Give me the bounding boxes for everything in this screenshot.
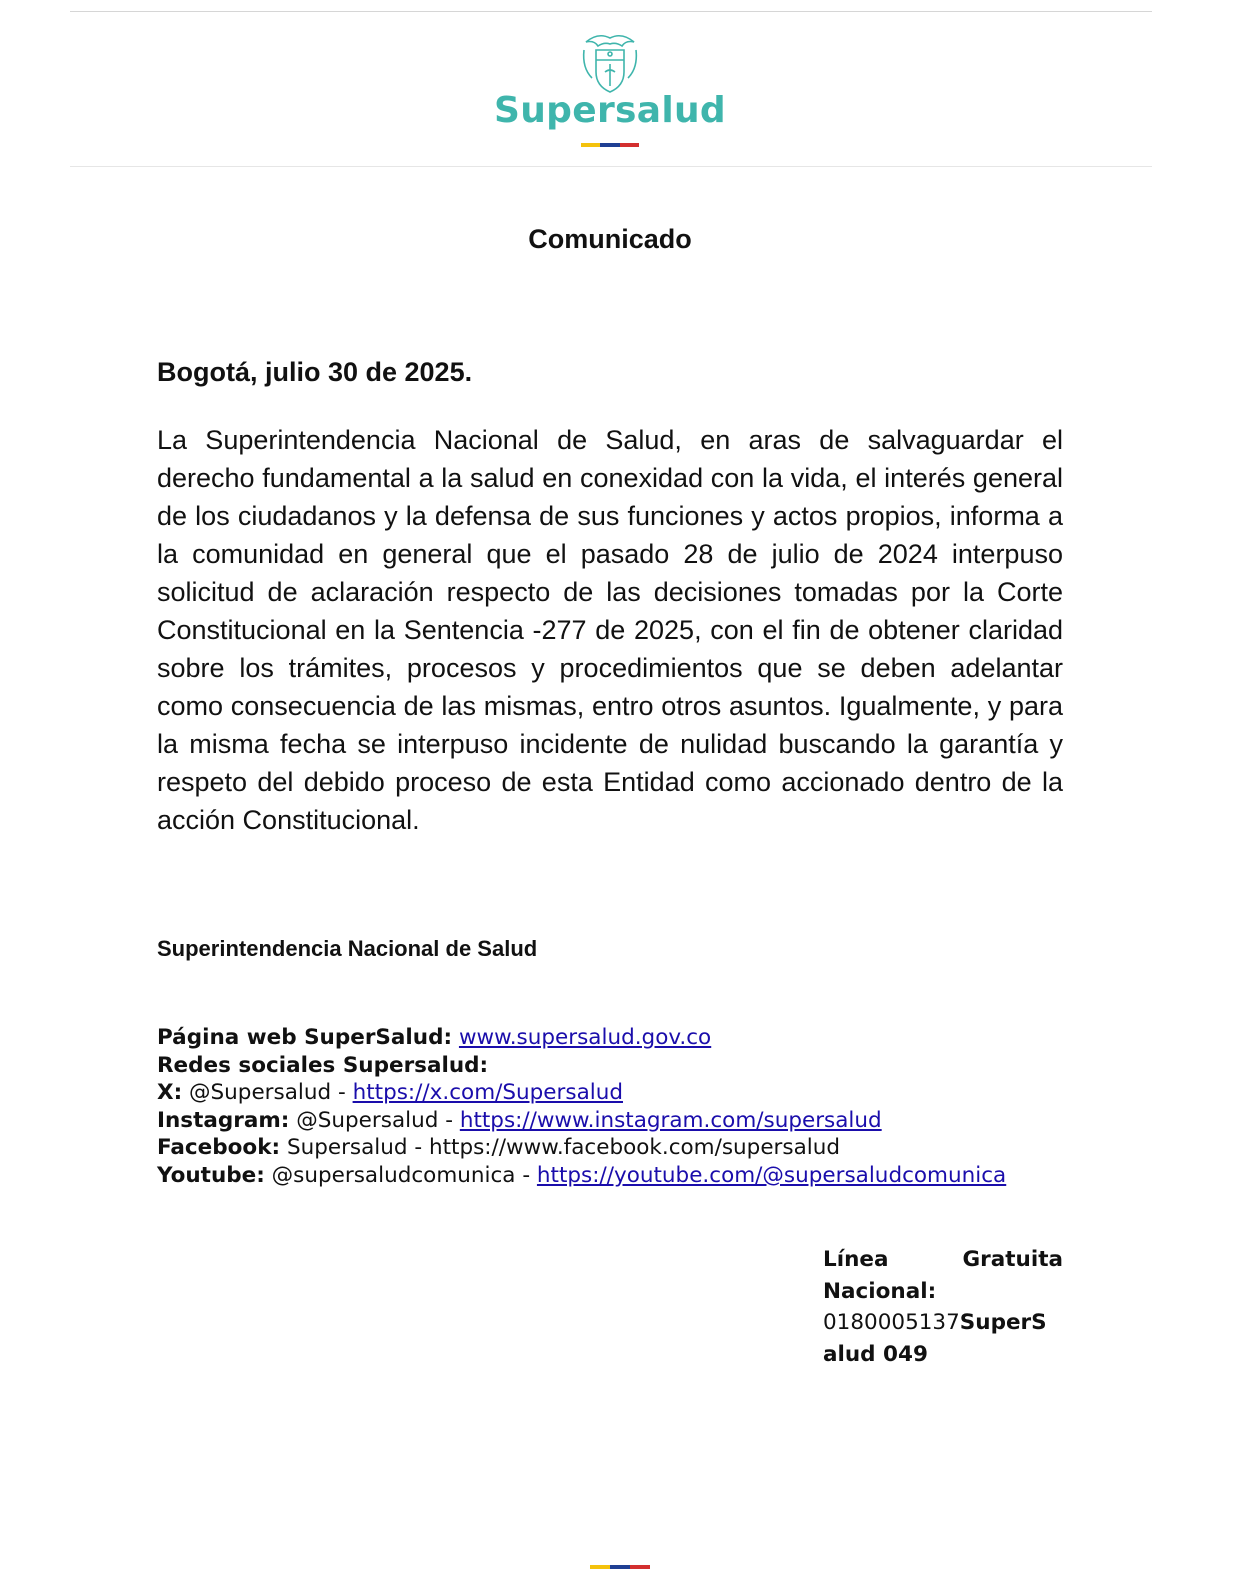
youtube-link[interactable]: https://youtube.com/@supersaludcomunica: [536, 1162, 1007, 1188]
x-handle: @Supersalud -: [189, 1080, 346, 1106]
web-row: [157, 1024, 1006, 1052]
signature: Superintendencia Nacional de Salud: [157, 936, 538, 961]
flag-bar: [581, 143, 639, 147]
instagram-handle: @Supersalud -: [296, 1107, 453, 1133]
contact-block: [157, 1024, 1006, 1190]
hotline-line-2: [823, 1276, 1063, 1308]
facebook-text: Supersalud - https://www.facebook.com/supersalud: [286, 1135, 841, 1161]
youtube-row: [157, 1162, 1006, 1190]
social-heading-row: [157, 1052, 1006, 1080]
hotline-line-4: [823, 1339, 1063, 1371]
youtube-handle: @supersaludcomunica -: [271, 1162, 531, 1188]
document-title: Comunicado: [528, 224, 692, 254]
facebook-row: [157, 1134, 1006, 1162]
instagram-label: Instagram:: [157, 1107, 290, 1133]
web-link[interactable]: www.supersalud.gov.co: [458, 1025, 712, 1050]
x-row: [157, 1079, 1006, 1107]
header-divider: [70, 166, 1152, 167]
date-line: Bogotá, julio 30 de 2025.: [157, 357, 473, 387]
hotline-number: 0180005137: [823, 1310, 960, 1335]
facebook-label: Facebook:: [157, 1135, 281, 1161]
hotline-block: [823, 1244, 1063, 1370]
top-divider: [70, 11, 1152, 12]
instagram-row: [157, 1107, 1006, 1135]
instagram-link[interactable]: https://www.instagram.com/supersalud: [459, 1107, 882, 1133]
social-heading: Redes sociales Supersalud:: [157, 1052, 489, 1078]
x-label: X:: [157, 1080, 183, 1106]
body-paragraph: La Superintendencia Nacional de Salud, en aras de salvaguardar el derecho fundamental a la salud en conexidad con la vida, el interés general de los ciudadanos y la defensa de sus funciones y actos propios, informa a la comunidad en general que el pasado 28 de julio de 2024 interpuso solicitud de aclaración respecto de las decisiones tomadas por la Corte Constitucional en la Sentencia -277 de 2025, con el fin de obtener claridad sobre los trámites, procesos y procedimientos que se deben adelantar como consecuencia de las mismas, entro otros asuntos. Igualmente, y para la misma fecha se interpuso incidente de nulidad buscando la garantía y respeto del debido proceso de esta Entidad como accionado dentro de la acción Constitucional.: [157, 425, 1063, 835]
hotline-line-3: [823, 1307, 1063, 1339]
footer-flag-bar: [590, 1565, 650, 1569]
brand-wordmark: Supersalud: [494, 90, 726, 131]
coat-of-arms-icon: [578, 28, 642, 96]
youtube-label: Youtube:: [157, 1162, 265, 1188]
x-link[interactable]: https://x.com/Supersalud: [352, 1080, 623, 1106]
hotline-word-nacional: Nacional:: [823, 1278, 937, 1304]
hotline-line-1: [823, 1244, 1063, 1276]
hotline-word-linea: Línea: [823, 1247, 889, 1272]
hotline-word-gratuita: Gratuita: [962, 1247, 1063, 1272]
hotline-last-line: alud 049: [823, 1341, 928, 1367]
hotline-number-suffix: SuperS: [959, 1310, 1047, 1335]
web-label: Página web SuperSalud:: [157, 1025, 453, 1050]
